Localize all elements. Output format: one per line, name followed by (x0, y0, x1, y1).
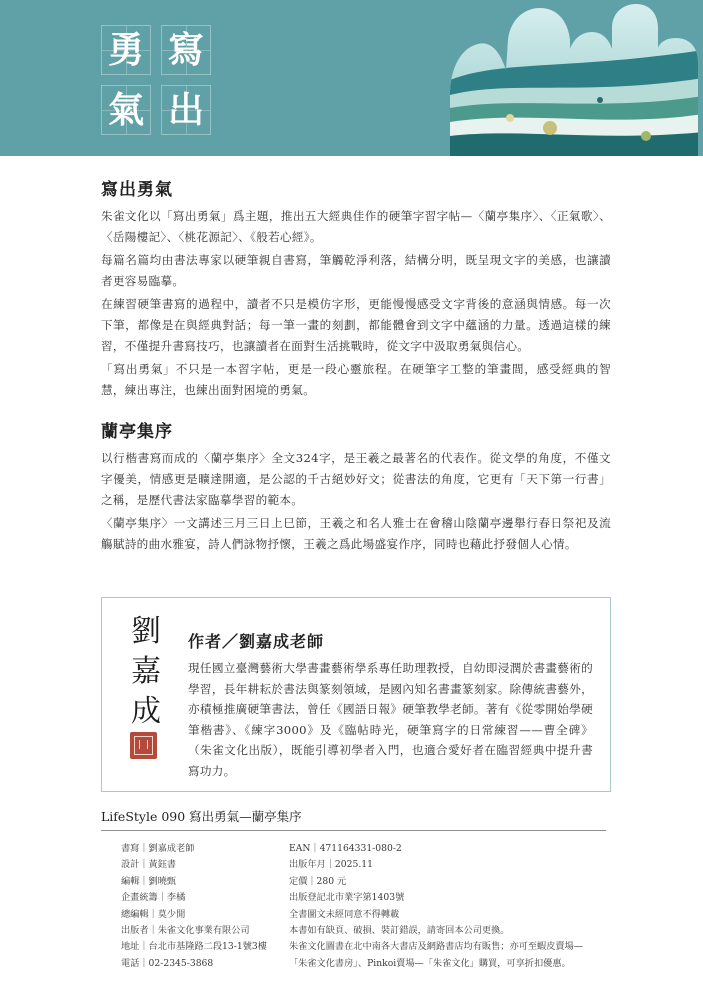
credit-line: 出版年月｜2025.11 (289, 859, 373, 871)
divider (101, 830, 606, 831)
section-heading: 蘭亭集序 (101, 422, 173, 442)
credit-line: 企畫統籌｜李橘 (121, 892, 186, 904)
credit-line: 定價｜280 元 (289, 875, 347, 887)
body-paragraph: 朱雀文化以「寫出勇氣」爲主題，推出五大經典佳作的硬筆字習字帖—〈蘭亭集序〉、〈正氣歌〉、〈岳陽樓記〉、〈桃花源記〉、《般若心經》。 (101, 209, 611, 244)
credit-line: 「朱雀文化書房」、Pinkoi賣場—「朱雀文化」購買，可享折扣優惠。 (289, 957, 571, 969)
credit-line: 設計｜黃鈺書 (121, 859, 177, 871)
credit-line: 總編輯｜莫少閒 (121, 908, 186, 920)
signature-char: 成 (131, 694, 161, 729)
author-bio: 現任國立臺灣藝術大學書畫藝術學系專任助理教授，自幼即浸潤於書畫藝術的學習，長年耕耘於書法與篆刻領域，是國內知名書畫篆刻家。除傳統書藝外，亦積極推廣硬筆書法，曾任《國語日報》硬筆教學老師。著有《從零開始學硬筆楷書》、《練字3000》及《臨帖時光，硬筆寫字的日常練習——曹全碑》（朱雀文化出版），既能引導初學者入門，也適合愛好者在臨習經典中提升書寫功力。 (188, 661, 593, 778)
credits-right (289, 841, 609, 972)
banner-title-char: 氣 (101, 85, 151, 135)
series-label: LifeStyle 090 寫出勇氣—蘭亭集序 (101, 809, 302, 824)
banner-title (101, 25, 213, 137)
credit-line: 電話｜02-2345-3868 (121, 957, 214, 969)
author-box (101, 597, 611, 792)
credit-line: 出版者｜朱雀文化事業有限公司 (121, 925, 250, 937)
section-heading: 寫出勇氣 (101, 180, 173, 200)
credits-left (121, 841, 281, 972)
credit-line: EAN｜471164331-080-2 (289, 843, 402, 854)
author-title: 作者／劉嘉成老師 (188, 632, 325, 651)
body-paragraph: 以行楷書寫而成的〈蘭亭集序〉全文324字，是王羲之最著名的代表作。從文學的角度，不僅文字優美，情感更是曠達開適，是公認的千古絕妙好文；從書法的角度，它更有「天下第一行書」之稱，是歷代書法家臨摹學習的範本。 (101, 451, 611, 507)
author-signature (124, 612, 168, 732)
credit-line: 地址｜台北市基隆路二段13-1號3樓 (121, 941, 267, 953)
main-content (101, 175, 611, 557)
seal-icon (130, 732, 157, 759)
credit-line: 本書如有缺頁、破損、裝訂錯誤，請寄回本公司更換。 (289, 925, 510, 937)
credit-line: 出版登記北市業字第1403號 (289, 892, 405, 904)
banner-title-char: 寫 (161, 25, 211, 75)
header-banner (0, 0, 703, 156)
credit-line: 朱雀文化圖書在北中南各大書店及網路書店均有販售；亦可至蝦皮賣場— (289, 941, 583, 953)
banner-title-char: 出 (161, 85, 211, 135)
body-paragraph: 〈蘭亭集序〉一文講述三月三日上巳節，王羲之和名人雅士在會稽山陰蘭亭邊舉行春日祭祀及流觴賦詩的曲水雅宴，詩人們詠物抒懷，王羲之爲此場盛宴作序，同時也藉此抒發個人心情。 (101, 516, 611, 551)
credit-line: 書寫｜劉嘉成老師 (121, 843, 195, 854)
credit-line: 編輯｜劉曉甄 (121, 875, 177, 887)
signature-char: 嘉 (131, 654, 161, 689)
landscape-illustration (450, 0, 703, 156)
credit-line: 全書圖文未經同意不得轉載 (289, 908, 400, 920)
signature-char: 劉 (131, 614, 161, 649)
body-paragraph: 在練習硬筆書寫的過程中，讀者不只是模仿字形，更能慢慢感受文字背後的意涵與情感。每一次下筆，都像是在與經典對話；每一筆一畫的刻劃，都能體會到文字中蘊涵的力量。透過這樣的練習，不僅提升書寫技巧，也讓讀者在面對生活挑戰時，從文字中汲取勇氣與信心。 (101, 297, 611, 353)
body-paragraph: 「寫出勇氣」不只是一本習字帖，更是一段心靈旅程。在硬筆字工整的筆畫間，感受經典的智慧，練出專注，也練出面對困境的勇氣。 (101, 362, 611, 397)
banner-title-char: 勇 (101, 25, 151, 75)
body-paragraph: 每篇名篇均由書法專家以硬筆親自書寫，筆觸乾淨利落，結構分明，既呈現文字的美感，也讓讀者更容易臨摹。 (101, 253, 611, 288)
